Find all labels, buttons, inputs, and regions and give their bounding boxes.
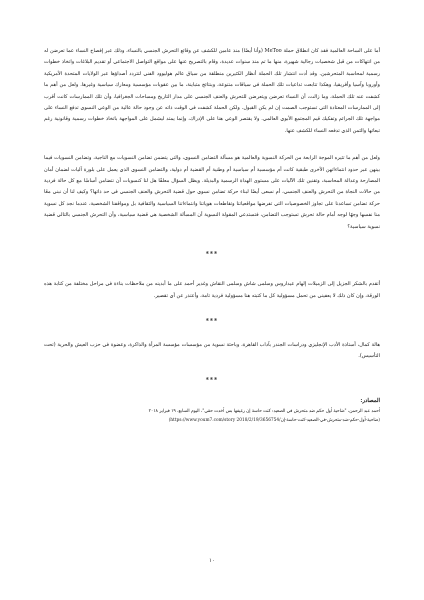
author-bio-paragraph: هالة كمال، أستاذة الأدب الإنجليزي ودراسات الجندر بآداب القاهرة، وباحثة نسوية من مؤسسات مؤسسة المرأة والذاكرة، وعضوة في حزب العيش والحرية (تحت التأسيس). [44, 341, 380, 360]
document-page [44, 46, 380, 425]
body-paragraph: ولعل من أهم ما تثيره الموجة الرابعة من الحركة النسوية والعالمية هو مسألة التضامن النسوي، والتي يتضمن تضامن النسويات مع الناجية، وتضامن النسويات فيما بينهن عبر حدود انتماءاتهن الأخرى طبقية كانت أم مؤسسية أم سياسية أم وطنية أم القضية أم دولية، والتضامن النسوي الذي يعمل على بلورة آليات لضمان أمان المصارحة وعدالة المحاسبة، وتقنين تلك الآليات على مستوى الهداة الرسمية والبديلة. ويظل السؤال معلقًا هل لنا كنسويات أن نتضامن أساسًا مع كل حالة فردية من حالات النجاة من التحرش والعنف الجنسي، أم نسعى أيضًا لبناء حركة تضامن نسوي حول قضية التحرش والعنف الجنسي في حد ذاتها؟ وكيف لنا أن نبني معًا حركة تضامن تساعدنا على تجاوز الخصوصيات التي تفرضها مواقعياتنا وتقاطعات هوياتنا وانتماءاتنا السياسية والثقافية بل ومواقفنا الشخصية، عندما نجد كل نسوية منا نفسها وجهًا لوجه أمام حالة تحرش تستوجب التضامن، فتستدعي المقولة النسوية أن المسألة الشخصية هي قضية سياسية، وأن التحرش الجنسي بالتالي قضية نسوية سياسية؟ [44, 155, 380, 230]
reference-entry: أحمد عبد الرحمن، "ضاحية أول حكم ضد متحرش في الصعيد: كنت حاسة إن رغيفها بس أخدت حقي"، اليوم السابع، ١٩ فبراير ٢٠١٨ [148, 408, 380, 414]
body-paragraph: أما على الساحة العالمية فقد كان انطلاق حملة MeToo (وأنا أيضًا) منذ عامين للكشف عن وقائع التحرش الجنسي بالنساء، وذلك عبر إفصاح النساء عما تعرضن له من انتهاكات من قبل شخصيات رجالية شهيرة، منها ما تم منذ سنوات عديدة، وقام بالتصريح عنها على مواقع التواصل الاجتماعي أو تقديم البلاغات واتخاذ خطوات رسمية لمحاسبة المتحرشين. وقد أدت انتشار تلك الحملة أنظار الكثيرين منطلقة من سياق عالم هوليوود الفني لتتردد أصداؤها عبر الولايات المتحدة الأمريكية وأوروبا وآسيا وأفريقيا، وهكذا تتابعت تداعيات تلك الحملة في سياقات متنوعة، وبنتائج متباينة، ما بين عقوبات مؤسسية ومعارك سياسية وغيرها. ولعل من أهم ما كشفت عنه تلك الحملة، وما زالت، أن النساء تعرضن ويتعرضن للتحرش والعنف الجنسي على مدار التاريخ ومساحات الجغرافيا، وأن تلك الممارسات كانت أقرب إلى الممارسات المعتادة التي تستوجب الصمت إن لم يكن القبول. ولكن الحملة كشفت في الوقت ذاته عن وجود حالة عالية من الوعي النسوي تدفع النساء على مواجهة تلك الجرائم وتفكيك قيم المجتمع الأبوي العالمي. ولا يقتصر الوعي هنا على الإدراك، وإنما يمتد ليشمل على المواجهة باتخاذ خطوات رسمية وقانونية رغم تبعاتها والثمن الذي تدفعه النساء للكشف عنها. [44, 48, 380, 134]
reference-url[interactable]: (ضاحية-أول-حكم-ضد-متحرش-في-الصعيد-كنت-حاسة-إن/2018/2/19/3656754 https://www.youm7.com/story) [168, 418, 380, 424]
page-number: ١٠ [209, 558, 215, 564]
section-separator: *** [205, 317, 219, 325]
section-separator: *** [205, 251, 219, 259]
acknowledgement-paragraph: أتقدم بالشكر الجزيل إلى الزميلات إلهام عيداروس وسلمى شاش وسلمى النقاش وغدير أحمد على ما أبدينه من ملاحظات بناءة في مراحل مختلفة من كتابة هذه الورقة، وإن كان ذلك لا يعفيني من تحمل مسؤولية كل ما كتبته هنا مسؤولية فردية تامة، وأعتذر عن أي تقصير. [44, 281, 380, 299]
section-separator: *** [205, 376, 219, 384]
sources-heading: المصادر: [360, 397, 380, 404]
